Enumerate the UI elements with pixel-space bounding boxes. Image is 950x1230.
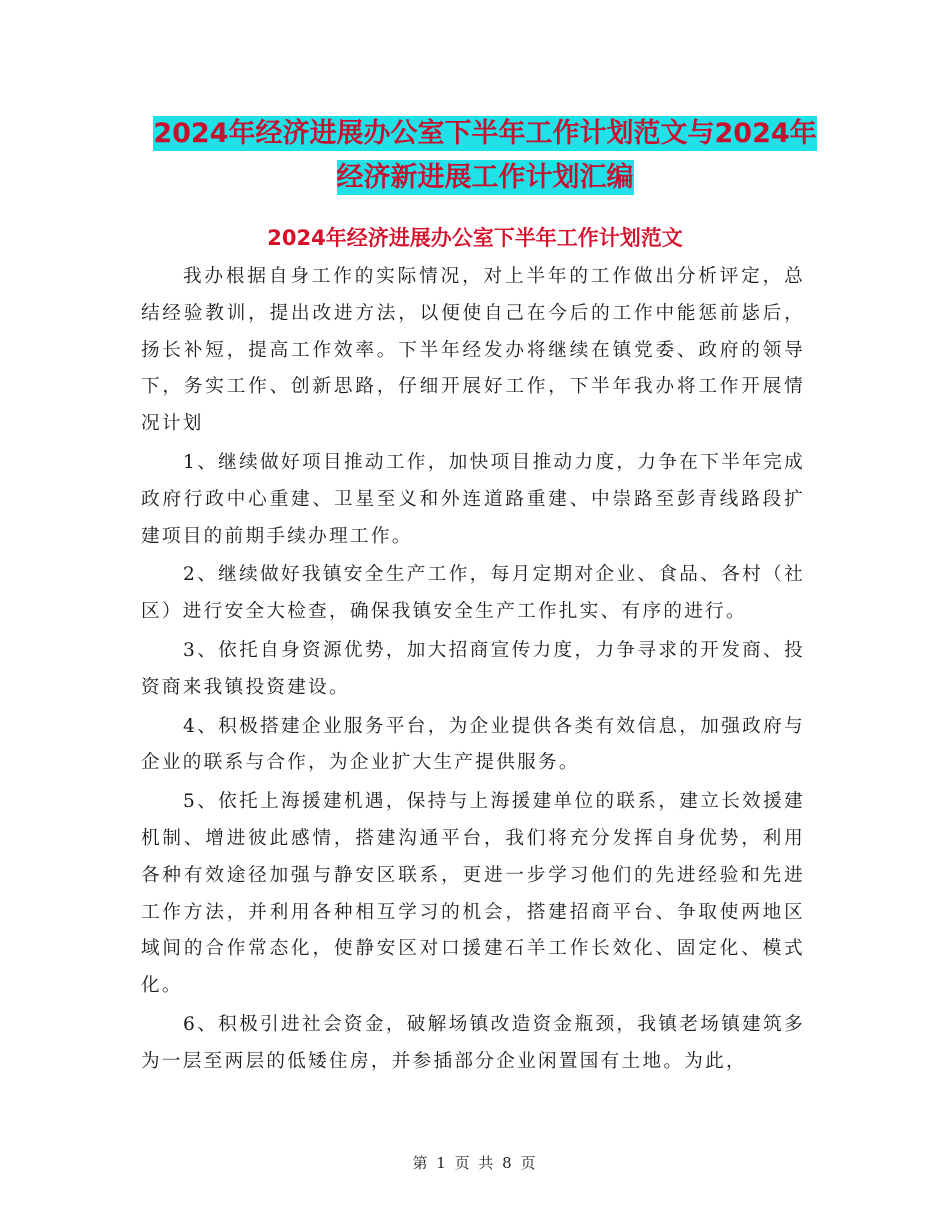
- paragraph-item-1: 1、继续做好项目推动工作，加快项目推动力度，力争在下半年完成政府行政中心重建、卫星至义和外连道路重建、中崇路至彭青线路段扩建项目的前期手续办理工作。: [141, 451, 805, 547]
- paragraph-item-4: 4、积极搭建企业服务平台，为企业提供各类有效信息，加强政府与企业的联系与合作，为企业扩大生产提供服务。: [141, 715, 805, 774]
- paragraph-item-5: 5、依托上海援建机遇，保持与上海援建单位的联系，建立长效援建机制、增进彼此感情，搭建沟通平台，我们将充分发挥自身优势，利用各种有效途径加强与静安区联系，更进一步学习他们的先进经验和先进工作方法，并利用各种相互学习的机会，搭建招商平台、争取使两地区域间的合作常态化，使静安区对口援建石羊工作长效化、固定化、模式化。: [141, 791, 805, 997]
- paragraph-item-3: 3、依托自身资源优势，加大招商宣传力度，力争寻求的开发商、投资商来我镇投资建设。: [141, 639, 805, 698]
- paragraph-item-6: 6、积极引进社会资金，破解场镇改造资金瓶颈，我镇老场镇建筑多为一层至两层的低矮住房，并参插部分企业闲置国有土地。为此，: [141, 1013, 805, 1072]
- document-body: [141, 259, 805, 1083]
- title-line-2: 经济新进展工作计划汇编: [336, 162, 634, 193]
- section-title: 2024年经济进展办公室下半年工作计划范文: [267, 226, 683, 250]
- paragraph-intro: 我办根据自身工作的实际情况，对上半年的工作做出分析评定，总结经验教训，提出改进方法，以便使自己在今后的工作中能惩前毖后，扬长补短，提高工作效率。下半年经发办将继续在镇党委、政府的领导下，务实工作、创新思路，仔细开展好工作，下半年我办将工作开展情况计划: [141, 266, 805, 435]
- title-line-1: 2024年经济进展办公室下半年工作计划范文与2024年: [153, 118, 817, 149]
- page-number-footer: 第 1 页 共 8 页: [412, 1154, 538, 1172]
- document-title: [140, 112, 830, 200]
- paragraph-item-2: 2、继续做好我镇安全生产工作，每月定期对企业、食品、各村（社区）进行安全大检查，确保我镇安全生产工作扎实、有序的进行。: [141, 564, 805, 623]
